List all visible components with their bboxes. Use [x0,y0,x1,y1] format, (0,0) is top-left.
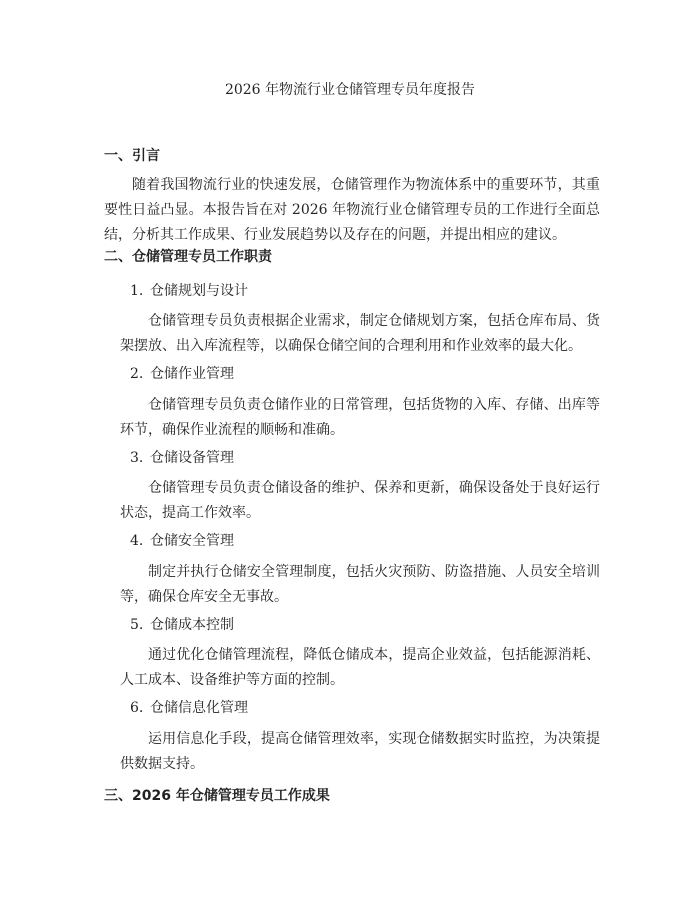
document-title: 2026 年物流行业仓储管理专员年度报告 [224,82,476,98]
duty-item-number: 5. [130,617,144,633]
duty-item-label: 仓储规划与设计 [150,283,248,299]
duty-item-label: 仓储设备管理 [150,450,234,466]
duty-item-number: 1. [130,283,144,299]
section-heading-duties: 二、仓储管理专员工作职责 [104,249,272,265]
duty-item-number: 4. [130,533,144,549]
duty-item-number: 2. [130,366,144,382]
duty-item-3 [130,448,234,468]
duty-item-label: 仓储信息化管理 [150,700,248,716]
duty-item-4 [130,531,234,551]
duty-item-2-description: 仓储管理专员负责仓储作业的日常管理，包括货物的入库、存储、出库等环节，确保作业流程的顺畅和准确。 [120,397,600,438]
duty-item-number: 3. [130,450,144,466]
duty-item-label: 仓储成本控制 [150,617,234,633]
duty-item-6 [130,698,248,718]
section-heading-achievements: 三、2026 年仓储管理专员工作成果 [104,788,330,804]
duty-item-number: 6. [130,700,144,716]
section-heading-introduction: 一、引言 [104,148,160,164]
duty-item-5 [130,615,234,635]
duty-item-5-description: 通过优化仓储管理流程，降低仓储成本，提高企业效益，包括能源消耗、人工成本、设备维护等方面的控制。 [120,647,600,688]
introduction-paragraph: 随着我国物流行业的快速发展，仓储管理作为物流体系中的重要环节，其重要性日益凸显。本报告旨在对 2026 年物流行业仓储管理专员的工作进行全面总结，分析其工作成果、行业发展趋势以及存在的问题，并提出相应的建议。 [104,177,600,243]
duty-item-2 [130,364,234,384]
duty-item-3-description: 仓储管理专员负责仓储设备的维护、保养和更新，确保设备处于良好运行状态，提高工作效率。 [120,480,600,521]
duty-item-6-description: 运用信息化手段，提高仓储管理效率，实现仓储数据实时监控，为决策提供数据支持。 [120,731,600,772]
duty-item-1-description: 仓储管理专员负责根据企业需求，制定仓储规划方案，包括仓库布局、货架摆放、出入库流程等，以确保仓储空间的合理利用和作业效率的最大化。 [120,313,600,354]
duty-item-1 [130,281,248,301]
duty-item-label: 仓储作业管理 [150,366,234,382]
duty-item-label: 仓储安全管理 [150,533,234,549]
duty-item-4-description: 制定并执行仓储安全管理制度，包括火灾预防、防盗措施、人员安全培训等，确保仓库安全无事故。 [120,564,600,605]
